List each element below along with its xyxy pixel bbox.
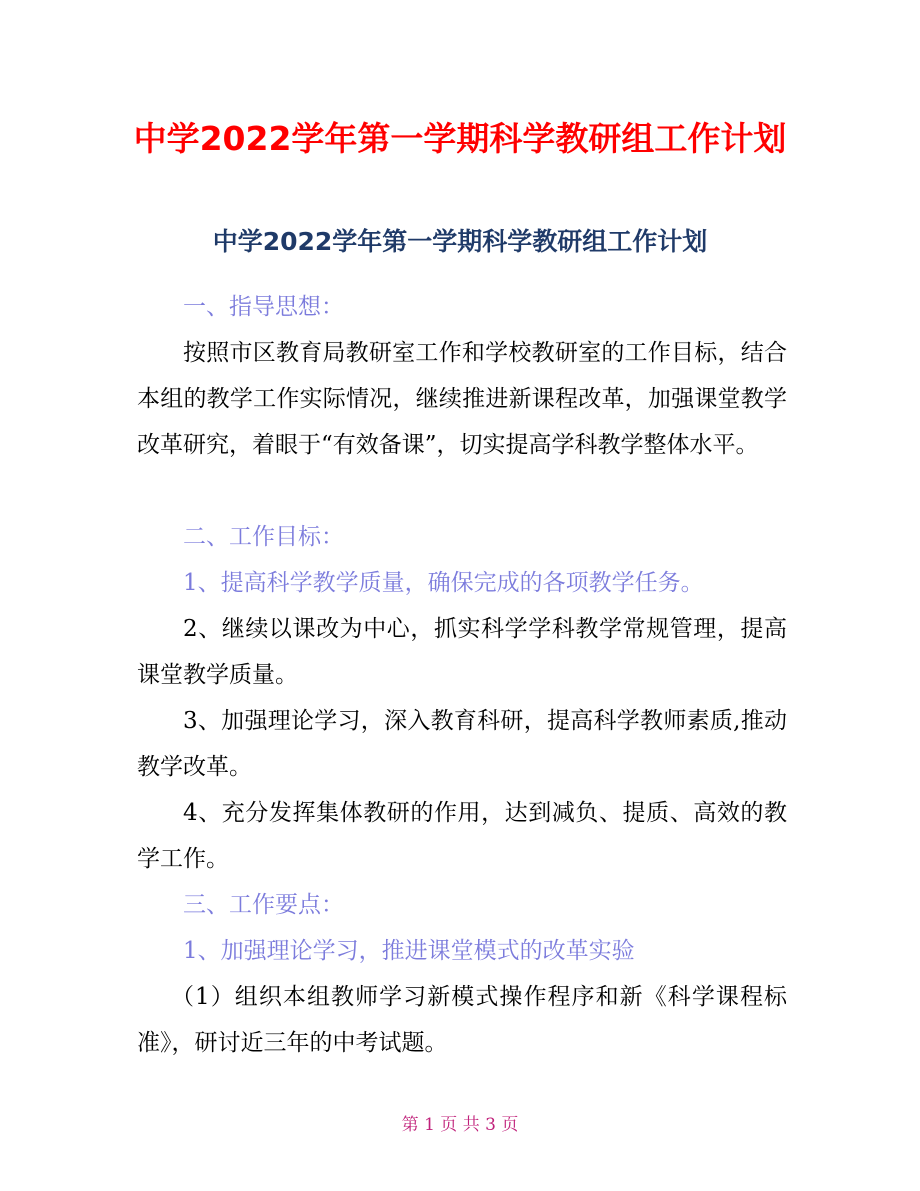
section-heading-goals: 二、工作目标： — [183, 524, 344, 550]
paragraph-guiding: 按照市区教育局教研室工作和学校教研室的工作目标，结合本组的教学工作实际情况，继续推进新课程改革，加强课堂教学改革研究，着眼于“有效备课”，切实提高学科教学整体水平。 — [137, 340, 787, 458]
goal-item-1: 1、提高科学教学质量，确保完成的各项教学任务。 — [183, 570, 704, 596]
point-1-item-1: （1）组织本组教师学习新模式操作程序和新《科学课程标准》，研讨近三年的中考试题。 — [137, 984, 787, 1056]
section-heading-points: 三、工作要点： — [183, 892, 344, 918]
point-heading-1: 1、加强理论学习，推进课堂模式的改革实验 — [183, 938, 635, 964]
goal-item-4: 4、充分发挥集体教研的作用，达到减负、提质、高效的教学工作。 — [137, 800, 787, 872]
goal-item-3: 3、加强理论学习，深入教育科研，提高科学教师素质,推动教学改革。 — [137, 708, 787, 780]
goal-item-2: 2、继续以课改为中心，抓实科学学科教学常规管理，提高课堂教学质量。 — [137, 616, 787, 688]
page-footer: 第 1 页 共 3 页 — [401, 1115, 519, 1135]
sub-title: 中学2022学年第一学期科学教研组工作计划 — [212, 227, 708, 256]
main-title: 中学2022学年第一学期科学教研组工作计划 — [133, 119, 787, 158]
section-heading-guiding: 一、指导思想： — [183, 294, 344, 320]
